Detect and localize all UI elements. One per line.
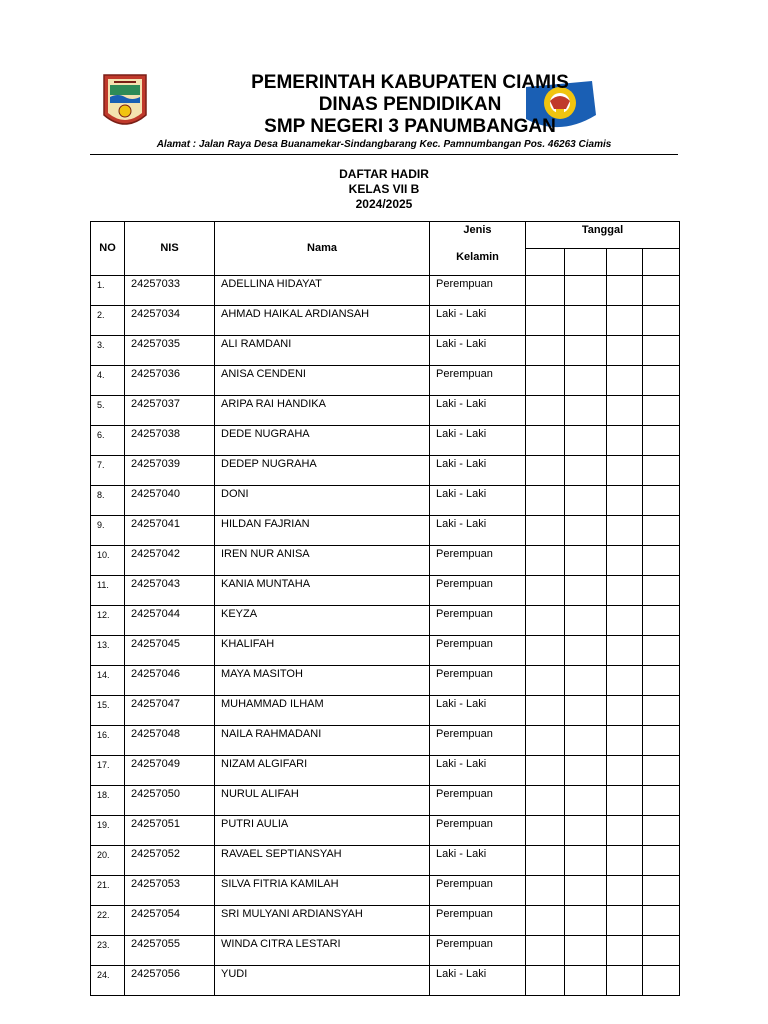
column-header-jenis: Jenis — [430, 222, 526, 249]
attendance-cell[interactable] — [526, 605, 565, 635]
attendance-cell[interactable] — [643, 935, 680, 965]
attendance-cell[interactable] — [526, 635, 565, 665]
date-cell — [565, 249, 607, 276]
student-gender: Perempuan — [430, 905, 526, 935]
attendance-cell[interactable] — [565, 515, 607, 545]
attendance-cell[interactable] — [526, 395, 565, 425]
row-number: 13. — [91, 635, 125, 665]
attendance-cell[interactable] — [565, 695, 607, 725]
student-name: YUDI — [215, 965, 430, 995]
attendance-cell[interactable] — [526, 815, 565, 845]
student-gender: Perempuan — [430, 785, 526, 815]
student-gender: Laki - Laki — [430, 755, 526, 785]
attendance-cell[interactable] — [643, 815, 680, 845]
attendance-cell[interactable] — [607, 725, 643, 755]
row-number: 1. — [91, 275, 125, 305]
attendance-cell[interactable] — [526, 785, 565, 815]
table-row — [91, 545, 680, 575]
row-number: 7. — [91, 455, 125, 485]
attendance-cell[interactable] — [607, 455, 643, 485]
attendance-cell[interactable] — [607, 545, 643, 575]
student-gender: Laki - Laki — [430, 515, 526, 545]
attendance-cell[interactable] — [607, 905, 643, 935]
student-nis: 24257034 — [125, 305, 215, 335]
student-nis: 24257052 — [125, 845, 215, 875]
attendance-cell[interactable] — [526, 305, 565, 335]
attendance-cell[interactable] — [643, 905, 680, 935]
row-number: 4. — [91, 365, 125, 395]
student-name: ADELLINA HIDAYAT — [215, 275, 430, 305]
student-gender: Laki - Laki — [430, 395, 526, 425]
attendance-cell[interactable] — [526, 695, 565, 725]
attendance-cell[interactable] — [643, 845, 680, 875]
student-gender: Perempuan — [430, 935, 526, 965]
attendance-cell[interactable] — [643, 335, 680, 365]
row-number: 10. — [91, 545, 125, 575]
attendance-cell[interactable] — [643, 515, 680, 545]
attendance-cell[interactable] — [526, 725, 565, 755]
column-header-nis: NIS — [125, 222, 215, 276]
attendance-cell[interactable] — [565, 815, 607, 845]
table-row — [91, 425, 680, 455]
student-gender: Laki - Laki — [430, 965, 526, 995]
attendance-cell[interactable] — [607, 965, 643, 995]
table-row — [91, 755, 680, 785]
student-name: KEYZA — [215, 605, 430, 635]
student-nis: 24257049 — [125, 755, 215, 785]
student-name: SRI MULYANI ARDIANSYAH — [215, 905, 430, 935]
student-name: PUTRI AULIA — [215, 815, 430, 845]
student-name: DONI — [215, 485, 430, 515]
title-line-3: 2024/2025 — [355, 197, 413, 211]
attendance-cell[interactable] — [526, 755, 565, 785]
student-name: MAYA MASITOH — [215, 665, 430, 695]
attendance-cell[interactable] — [643, 785, 680, 815]
student-nis: 24257056 — [125, 965, 215, 995]
attendance-cell[interactable] — [565, 605, 607, 635]
attendance-cell[interactable] — [565, 905, 607, 935]
student-name: SILVA FITRIA KAMILAH — [215, 875, 430, 905]
table-row — [91, 305, 680, 335]
table-row — [91, 395, 680, 425]
table-row — [91, 845, 680, 875]
attendance-cell[interactable] — [643, 695, 680, 725]
header-divider — [90, 154, 678, 155]
student-nis: 24257040 — [125, 485, 215, 515]
attendance-cell[interactable] — [526, 875, 565, 905]
attendance-cell[interactable] — [565, 275, 607, 305]
row-number: 19. — [91, 815, 125, 845]
attendance-cell[interactable] — [643, 545, 680, 575]
attendance-cell[interactable] — [643, 305, 680, 335]
student-nis: 24257038 — [125, 425, 215, 455]
attendance-cell[interactable] — [607, 665, 643, 695]
row-number: 21. — [91, 875, 125, 905]
date-cell — [526, 249, 565, 276]
student-gender: Perempuan — [430, 725, 526, 755]
student-name: NAILA RAHMADANI — [215, 725, 430, 755]
attendance-cell[interactable] — [643, 965, 680, 995]
row-number: 2. — [91, 305, 125, 335]
attendance-cell[interactable] — [565, 545, 607, 575]
attendance-cell[interactable] — [565, 935, 607, 965]
column-header-no: NO — [91, 222, 125, 276]
student-name: HILDAN FAJRIAN — [215, 515, 430, 545]
attendance-cell[interactable] — [643, 755, 680, 785]
student-name: ANISA CENDENI — [215, 365, 430, 395]
date-cell — [643, 249, 680, 276]
student-name: NIZAM ALGIFARI — [215, 755, 430, 785]
row-number: 12. — [91, 605, 125, 635]
title-line-2: KELAS VII B — [348, 182, 420, 196]
attendance-cell[interactable] — [526, 275, 565, 305]
table-row — [91, 965, 680, 995]
student-gender: Laki - Laki — [430, 305, 526, 335]
student-gender: Perempuan — [430, 875, 526, 905]
student-name: ALI RAMDANI — [215, 335, 430, 365]
student-name: KHALIFAH — [215, 635, 430, 665]
attendance-cell[interactable] — [607, 485, 643, 515]
attendance-cell[interactable] — [643, 665, 680, 695]
attendance-cell[interactable] — [607, 935, 643, 965]
attendance-cell[interactable] — [643, 455, 680, 485]
attendance-cell[interactable] — [565, 365, 607, 395]
student-nis: 24257045 — [125, 635, 215, 665]
attendance-cell[interactable] — [607, 815, 643, 845]
row-number: 17. — [91, 755, 125, 785]
header-line-3: SMP NEGERI 3 PANUMBANGAN — [264, 116, 556, 137]
table-row — [91, 785, 680, 815]
attendance-cell[interactable] — [526, 485, 565, 515]
row-number: 23. — [91, 935, 125, 965]
table-row — [91, 515, 680, 545]
table-row — [91, 365, 680, 395]
attendance-cell[interactable] — [565, 455, 607, 485]
student-gender: Perempuan — [430, 605, 526, 635]
student-name: ARIPA RAI HANDIKA — [215, 395, 430, 425]
attendance-cell[interactable] — [643, 875, 680, 905]
attendance-cell[interactable] — [565, 755, 607, 785]
attendance-cell[interactable] — [526, 965, 565, 995]
student-nis: 24257033 — [125, 275, 215, 305]
date-cell — [607, 249, 643, 276]
student-nis: 24257051 — [125, 815, 215, 845]
table-row — [91, 635, 680, 665]
row-number: 6. — [91, 425, 125, 455]
attendance-cell[interactable] — [607, 695, 643, 725]
student-gender: Perempuan — [430, 275, 526, 305]
header-line-1: PEMERINTAH KABUPATEN CIAMIS — [251, 72, 569, 93]
student-gender: Laki - Laki — [430, 485, 526, 515]
student-gender: Laki - Laki — [430, 455, 526, 485]
student-name: AHMAD HAIKAL ARDIANSAH — [215, 305, 430, 335]
student-gender: Perempuan — [430, 365, 526, 395]
row-number: 3. — [91, 335, 125, 365]
attendance-cell[interactable] — [607, 785, 643, 815]
row-number: 15. — [91, 695, 125, 725]
attendance-table — [90, 221, 680, 996]
attendance-cell[interactable] — [565, 425, 607, 455]
attendance-cell[interactable] — [565, 395, 607, 425]
table-row — [91, 455, 680, 485]
attendance-cell[interactable] — [565, 635, 607, 665]
attendance-cell[interactable] — [643, 425, 680, 455]
student-nis: 24257041 — [125, 515, 215, 545]
attendance-cell[interactable] — [607, 305, 643, 335]
attendance-cell[interactable] — [643, 725, 680, 755]
table-row — [91, 815, 680, 845]
column-header-kelamin: Kelamin — [430, 249, 526, 276]
row-number: 11. — [91, 575, 125, 605]
table-row — [91, 335, 680, 365]
attendance-cell[interactable] — [607, 515, 643, 545]
attendance-cell[interactable] — [565, 845, 607, 875]
student-gender: Laki - Laki — [430, 845, 526, 875]
column-header-nama: Nama — [215, 222, 430, 276]
student-name: NURUL ALIFAH — [215, 785, 430, 815]
table-row — [91, 725, 680, 755]
attendance-cell[interactable] — [526, 425, 565, 455]
table-row — [91, 935, 680, 965]
student-name: DEDEP NUGRAHA — [215, 455, 430, 485]
student-nis: 24257046 — [125, 665, 215, 695]
kabupaten-ciamis-logo — [100, 71, 150, 133]
attendance-cell[interactable] — [643, 275, 680, 305]
student-gender: Perempuan — [430, 815, 526, 845]
student-gender: Perempuan — [430, 635, 526, 665]
student-gender: Laki - Laki — [430, 335, 526, 365]
attendance-cell[interactable] — [526, 365, 565, 395]
table-row — [91, 275, 680, 305]
attendance-cell[interactable] — [565, 575, 607, 605]
attendance-cell[interactable] — [526, 905, 565, 935]
table-row — [91, 665, 680, 695]
student-nis: 24257036 — [125, 365, 215, 395]
attendance-cell[interactable] — [565, 335, 607, 365]
attendance-cell[interactable] — [643, 605, 680, 635]
student-gender: Perempuan — [430, 545, 526, 575]
attendance-cell[interactable] — [643, 395, 680, 425]
student-name: DEDE NUGRAHA — [215, 425, 430, 455]
attendance-cell[interactable] — [643, 485, 680, 515]
student-nis: 24257039 — [125, 455, 215, 485]
attendance-cell[interactable] — [607, 755, 643, 785]
table-row — [91, 485, 680, 515]
address: Alamat : Jalan Raya Desa Buanamekar-Sindangbarang Kec. Pamnumbangan Pos. 46263 Ciamis — [156, 139, 612, 150]
student-nis: 24257047 — [125, 695, 215, 725]
attendance-cell[interactable] — [607, 635, 643, 665]
attendance-cell[interactable] — [526, 665, 565, 695]
attendance-cell[interactable] — [565, 965, 607, 995]
student-nis: 24257043 — [125, 575, 215, 605]
attendance-cell[interactable] — [565, 665, 607, 695]
row-number: 14. — [91, 665, 125, 695]
row-number: 20. — [91, 845, 125, 875]
title-line-1: DAFTAR HADIR — [339, 167, 429, 181]
row-number: 5. — [91, 395, 125, 425]
student-name: MUHAMMAD ILHAM — [215, 695, 430, 725]
attendance-cell[interactable] — [607, 425, 643, 455]
attendance-cell[interactable] — [607, 605, 643, 635]
row-number: 18. — [91, 785, 125, 815]
attendance-cell[interactable] — [607, 575, 643, 605]
student-gender: Laki - Laki — [430, 695, 526, 725]
attendance-cell[interactable] — [526, 935, 565, 965]
table-row — [91, 695, 680, 725]
student-name: IREN NUR ANISA — [215, 545, 430, 575]
document-title — [90, 167, 678, 212]
table-row — [91, 605, 680, 635]
header-line-2: DINAS PENDIDIKAN — [318, 94, 502, 115]
student-nis: 24257037 — [125, 395, 215, 425]
attendance-cell[interactable] — [607, 845, 643, 875]
student-nis: 24257054 — [125, 905, 215, 935]
attendance-cell[interactable] — [643, 635, 680, 665]
attendance-cell[interactable] — [526, 515, 565, 545]
student-nis: 24257050 — [125, 785, 215, 815]
attendance-cell[interactable] — [607, 335, 643, 365]
column-header-tanggal: Tanggal — [526, 222, 680, 249]
student-nis: 24257053 — [125, 875, 215, 905]
student-nis: 24257035 — [125, 335, 215, 365]
row-number: 16. — [91, 725, 125, 755]
student-nis: 24257048 — [125, 725, 215, 755]
student-name: RAVAEL SEPTIANSYAH — [215, 845, 430, 875]
table-row — [91, 875, 680, 905]
student-nis: 24257042 — [125, 545, 215, 575]
table-row — [91, 575, 680, 605]
attendance-cell[interactable] — [565, 875, 607, 905]
attendance-cell[interactable] — [526, 455, 565, 485]
attendance-cell[interactable] — [643, 365, 680, 395]
attendance-cell[interactable] — [526, 845, 565, 875]
attendance-cell[interactable] — [526, 575, 565, 605]
row-number: 9. — [91, 515, 125, 545]
row-number: 22. — [91, 905, 125, 935]
table-row — [91, 905, 680, 935]
attendance-cell[interactable] — [526, 335, 565, 365]
attendance-cell[interactable] — [565, 485, 607, 515]
row-number: 24. — [91, 965, 125, 995]
student-nis: 24257044 — [125, 605, 215, 635]
letterhead — [160, 72, 660, 138]
attendance-cell[interactable] — [565, 785, 607, 815]
attendance-cell[interactable] — [607, 275, 643, 305]
student-name: WINDA CITRA LESTARI — [215, 935, 430, 965]
attendance-cell[interactable] — [643, 575, 680, 605]
attendance-cell[interactable] — [526, 545, 565, 575]
attendance-cell[interactable] — [607, 365, 643, 395]
attendance-cell[interactable] — [607, 875, 643, 905]
row-number: 8. — [91, 485, 125, 515]
student-gender: Perempuan — [430, 575, 526, 605]
student-name: KANIA MUNTAHA — [215, 575, 430, 605]
student-gender: Laki - Laki — [430, 425, 526, 455]
student-gender: Perempuan — [430, 665, 526, 695]
student-nis: 24257055 — [125, 935, 215, 965]
attendance-cell[interactable] — [607, 395, 643, 425]
attendance-cell[interactable] — [565, 305, 607, 335]
attendance-cell[interactable] — [565, 725, 607, 755]
